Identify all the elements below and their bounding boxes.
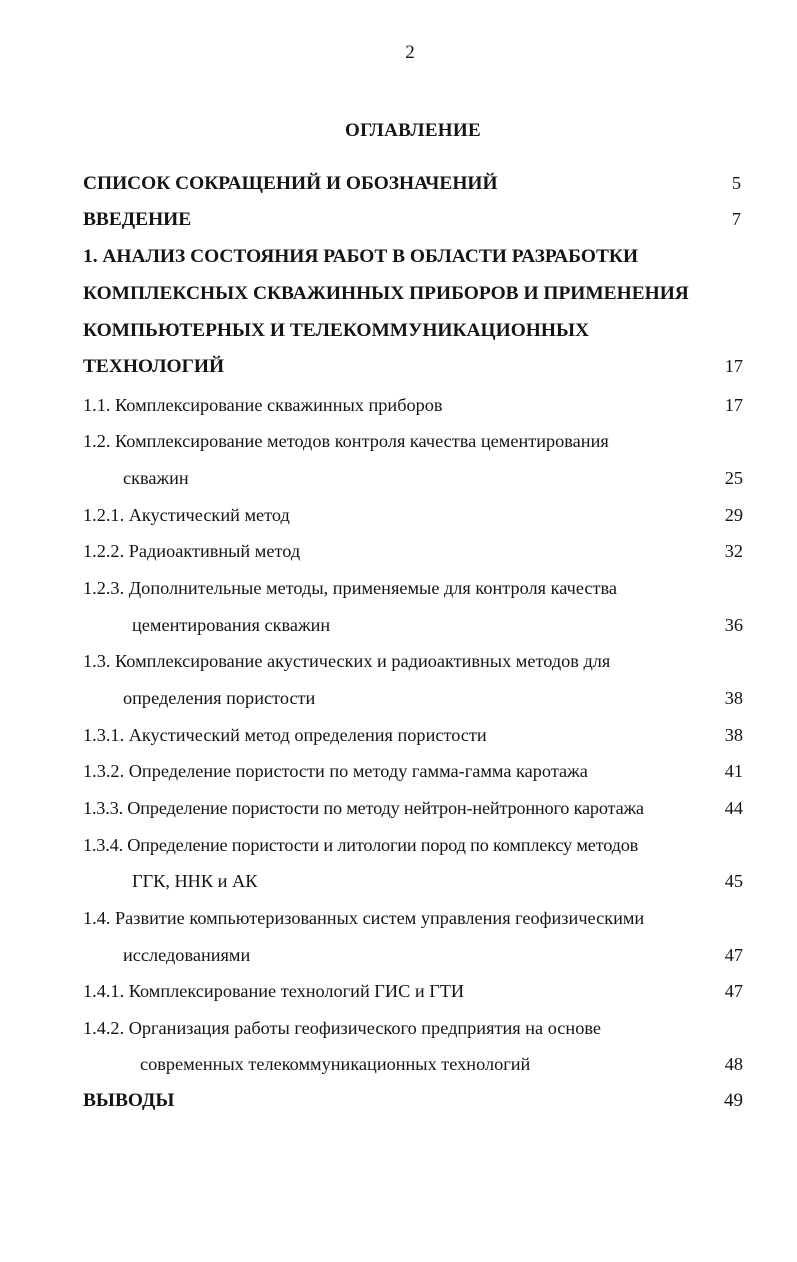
toc-entry-text: 1.2.2. Радиоактивный метод — [83, 541, 301, 561]
toc-entry-chapter-1-cont — [0, 356, 797, 386]
toc-entry-page: 7 — [731, 209, 741, 229]
toc-entry-1-2-2[interactable] — [0, 541, 797, 571]
toc-entry-text: современных телекоммуникационных технологий — [140, 1054, 531, 1074]
toc-entry-conclusions[interactable] — [0, 1090, 797, 1120]
toc-entry-page: 47 — [724, 945, 743, 965]
toc-entry-text: СПИСОК СОКРАЩЕНИЙ И ОБОЗНАЧЕНИЙ — [83, 173, 498, 194]
toc-entry-1-4-cont — [0, 945, 797, 975]
toc-entry-text: 1.3.1. Акустический метод определения пористости — [83, 725, 487, 745]
toc-entry-page: 49 — [724, 1090, 743, 1111]
toc-entry-text: 1.4.1. Комплексирование технологий ГИС и ГТИ — [83, 981, 465, 1001]
toc-entry-1-4-2[interactable] — [0, 1018, 797, 1048]
toc-entry-chapter-1[interactable] — [0, 246, 797, 276]
toc-entry-1-1[interactable] — [0, 395, 797, 425]
toc-entry-1-3-4[interactable] — [0, 835, 797, 865]
toc-entry-page: 44 — [724, 798, 743, 818]
toc-entry-text: скважин — [123, 468, 189, 488]
toc-entry-page: 45 — [724, 871, 743, 891]
toc-entry-page: 17 — [724, 356, 743, 376]
toc-entry-introduction[interactable] — [0, 209, 797, 239]
toc-entry-text: КОМПЬЮТЕРНЫХ И ТЕЛЕКОММУНИКАЦИОННЫХ — [83, 320, 590, 341]
toc-entry-text: 1.3. Комплексирование акустических и радиоактивных методов для — [83, 651, 611, 671]
toc-entry-chapter-1-cont — [0, 283, 797, 313]
toc-entry-text: цементирования скважин — [132, 615, 331, 635]
toc-entry-text: ВЫВОДЫ — [83, 1090, 175, 1111]
toc-entry-text: ТЕХНОЛОГИЙ — [83, 356, 225, 377]
toc-entry-text: 1.4.2. Организация работы геофизического предприятия на основе — [83, 1018, 601, 1038]
toc-entry-text: 1.3.4. Определение пористости и литологии пород по комплексу методов — [83, 835, 639, 855]
toc-entry-1-4[interactable] — [0, 908, 797, 938]
page-number: 2 — [405, 42, 415, 63]
toc-entry-page: 32 — [724, 541, 743, 561]
toc-entry-text: 1.3.3. Определение пористости по методу нейтрон-нейтронного каротажа — [83, 798, 644, 818]
toc-entry-text: ВВЕДЕНИЕ — [83, 209, 192, 230]
toc-title: ОГЛАВЛЕНИЕ — [345, 120, 481, 141]
toc-entry-page: 25 — [724, 468, 743, 488]
toc-entry-1-2-1[interactable] — [0, 505, 797, 535]
toc-entry-text: ГГК, ННК и АК — [132, 871, 258, 891]
toc-entry-page: 5 — [731, 173, 741, 193]
toc-entry-page: 47 — [724, 981, 743, 1001]
toc-entry-1-3-1[interactable] — [0, 725, 797, 755]
toc-entry-1-3[interactable] — [0, 651, 797, 681]
toc-entry-text: 1.2.3. Дополнительные методы, применяемые для контроля качества — [83, 578, 617, 598]
toc-entry-text: 1.3.2. Определение пористости по методу гамма-гамма каротажа — [83, 761, 588, 781]
toc-entry-text: исследованиями — [123, 945, 251, 965]
toc-entry-chapter-1-cont — [0, 320, 797, 350]
toc-entry-1-2[interactable] — [0, 431, 797, 461]
toc-entry-text: определения пористости — [123, 688, 316, 708]
toc-entry-1-4-2-cont — [0, 1054, 797, 1084]
toc-entry-page: 17 — [724, 395, 743, 415]
toc-entry-1-2-3-cont — [0, 615, 797, 645]
toc-entry-page: 29 — [724, 505, 743, 525]
toc-entry-1-3-2[interactable] — [0, 761, 797, 791]
toc-entry-page: 38 — [724, 725, 743, 745]
toc-entry-page: 41 — [724, 761, 743, 781]
toc-entry-text: 1.4. Развитие компьютеризованных систем управления геофизическими — [83, 908, 645, 928]
toc-entry-1-3-4-cont — [0, 871, 797, 901]
toc-entry-1-2-cont — [0, 468, 797, 498]
toc-entry-page: 48 — [724, 1054, 743, 1074]
toc-entry-text: 1.2. Комплексирование методов контроля качества цементирования — [83, 431, 609, 451]
toc-entry-text: 1.2.1. Акустический метод — [83, 505, 290, 525]
toc-entry-text: 1.1. Комплексирование скважинных приборов — [83, 395, 443, 415]
toc-entry-text: 1. АНАЛИЗ СОСТОЯНИЯ РАБОТ В ОБЛАСТИ РАЗРАБОТКИ — [83, 246, 639, 267]
toc-entry-1-3-cont — [0, 688, 797, 718]
toc-entry-text: КОМПЛЕКСНЫХ СКВАЖИННЫХ ПРИБОРОВ И ПРИМЕНЕНИЯ — [83, 283, 689, 304]
toc-entry-1-2-3[interactable] — [0, 578, 797, 608]
toc-entry-abbreviations[interactable] — [0, 173, 797, 203]
toc-entry-1-4-1[interactable] — [0, 981, 797, 1011]
toc-entry-1-3-3[interactable] — [0, 798, 797, 828]
toc-entry-page: 36 — [724, 615, 743, 635]
toc-entry-page: 38 — [724, 688, 743, 708]
